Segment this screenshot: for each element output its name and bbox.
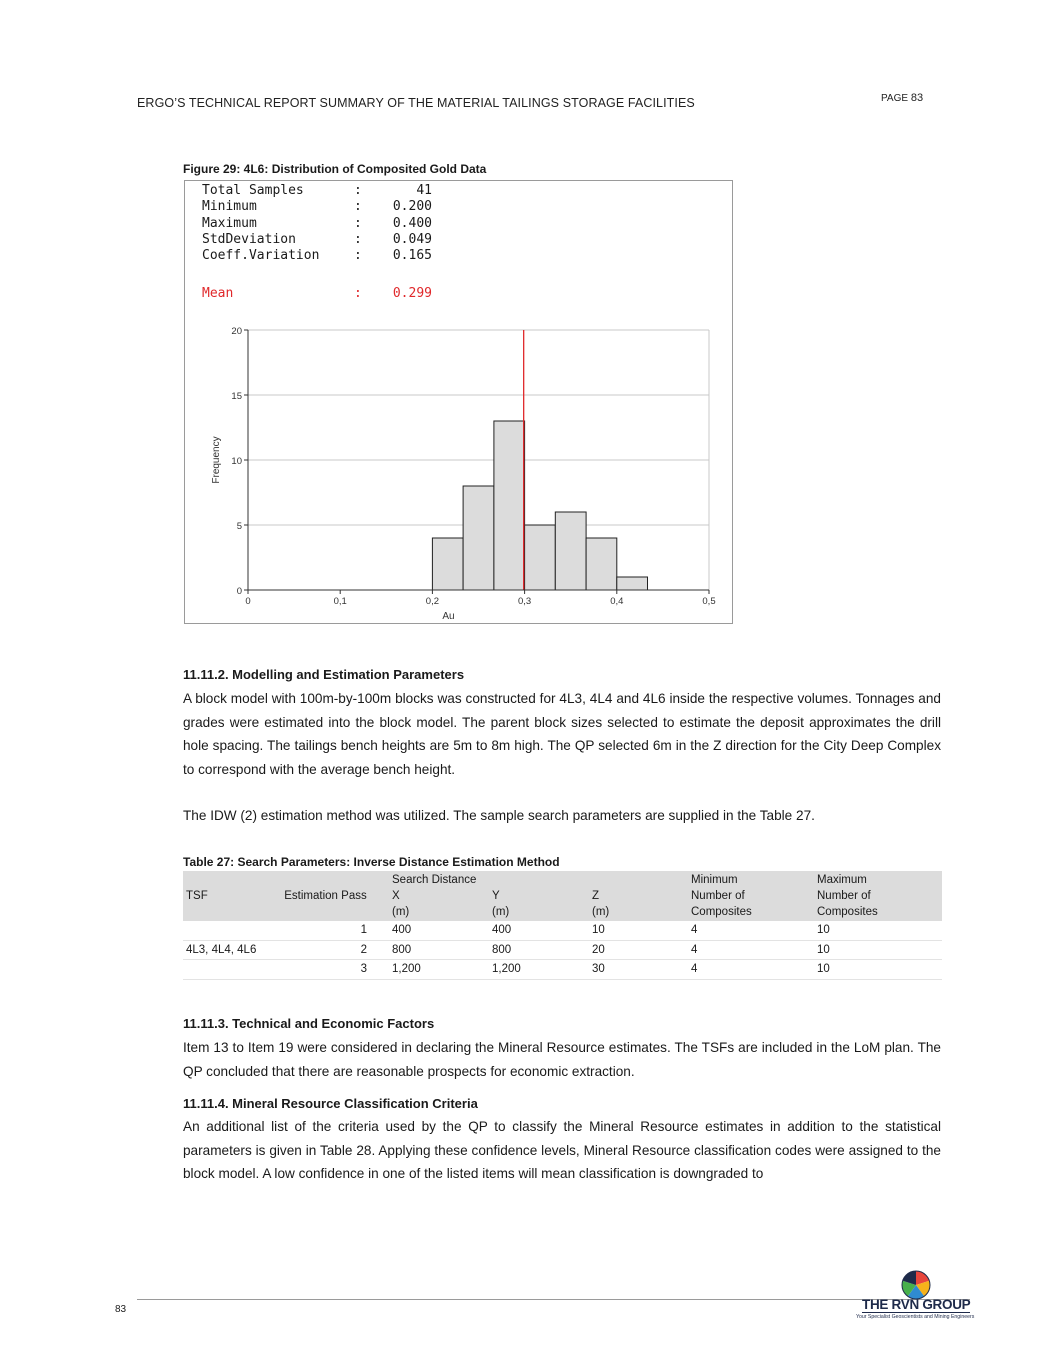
header-x (389, 871, 489, 921)
cell-z: 30 (589, 960, 688, 980)
header-z-unit: (m) (592, 906, 610, 918)
x-tick-label: 0,3 (517, 596, 532, 607)
header-search-distance: Search Distance (392, 874, 477, 886)
header-max-line1: Maximum (817, 874, 867, 886)
footer-divider (137, 1299, 970, 1300)
header-max-line3: Composites (817, 906, 878, 918)
cell-tsf: 4L3, 4L4, 4L6 (183, 940, 262, 960)
header-min-composites (688, 871, 814, 921)
y-axis-label: Frequency (211, 436, 222, 484)
stat-row-total (202, 183, 432, 199)
cell-min: 4 (688, 960, 814, 980)
stat-value: 41 (416, 183, 432, 198)
cell-x: 800 (389, 940, 489, 960)
brand-tagline: Your Specialist Geoscientists and Mining Engineers (856, 1314, 975, 1320)
stat-sep: : (354, 199, 362, 215)
stat-row-min (202, 199, 432, 215)
x-tick-label: 0 (245, 596, 251, 607)
stats-panel (202, 183, 432, 303)
cell-max: 10 (814, 960, 942, 980)
stat-value: 0.165 (392, 248, 432, 264)
y-tick-label: 20 (231, 326, 242, 337)
stat-sep: : (354, 183, 362, 198)
stat-row-mean (202, 286, 432, 302)
stat-sep: : (354, 286, 362, 302)
stat-value: 0.049 (392, 231, 432, 247)
x-tick-label: 0,2 (425, 596, 440, 607)
cell-max: 10 (814, 921, 942, 940)
histogram-bar-1 (432, 538, 463, 590)
section-heading-classification: 11.11.4. Mineral Resource Classification Criteria (183, 1096, 478, 1111)
report-header-title: ERGO’S TECHNICAL REPORT SUMMARY OF THE MATERIAL TAILINGS STORAGE FACILITIES (137, 96, 695, 110)
stat-value: 0.400 (392, 215, 432, 231)
header-max-line2: Number of (817, 890, 871, 902)
header-y-unit: (m) (492, 906, 510, 918)
mean-label: Mean (202, 286, 234, 302)
cell-pass: 1 (262, 921, 389, 940)
figure-caption: Figure 29: 4L6: Distribution of Composited Gold Data (183, 162, 487, 176)
stat-row-cv (202, 248, 432, 264)
stat-label: StdDeviation (202, 231, 296, 247)
rvn-logo-icon (901, 1270, 931, 1300)
paragraph-technical: Item 13 to Item 19 were considered in declaring the Mineral Resource estimates. The TSFs are included in the LoM plan. The QP concluded that there are reasonable prospects for economic extraction. (183, 1040, 941, 1079)
table-header-row (183, 871, 942, 921)
table-row (183, 921, 942, 940)
footer-page-number: 83 (115, 1304, 127, 1315)
header-min-line1: Minimum (691, 874, 738, 886)
header-page-number: 83 (910, 92, 924, 104)
histogram-bar-3 (494, 421, 525, 590)
mean-value: 0.299 (392, 286, 432, 302)
histogram-chart (185, 320, 730, 622)
page-prefix: PAGE (881, 93, 909, 104)
cell-tsf (183, 960, 262, 980)
cell-tsf (183, 921, 262, 940)
header-z (589, 871, 688, 921)
histogram-bar-6 (586, 538, 617, 590)
cell-pass: 3 (262, 960, 389, 980)
paragraph-idw: The IDW (2) estimation method was utilized. The sample search parameters are supplied in the Table 27. (183, 808, 815, 823)
y-tick-label: 15 (231, 391, 242, 402)
brand-name: THE RVN GROUP (862, 1297, 971, 1312)
header-max-composites (814, 871, 942, 921)
cell-pass: 2 (262, 940, 389, 960)
cell-y: 1,200 (489, 960, 589, 980)
header-x-label: X (392, 890, 400, 902)
paragraph-modelling: A block model with 100m-by-100m blocks was constructed for 4L3, 4L4 and 4L6 inside the respective volumes. Tonnages and grades were estimated into the block model. The parent block sizes selected to estimate the deposit approximates the drill hole spacing. The tailings bench heights are 5m to 8m high. The QP selected 6m in the Z direction for the City Deep Complex to correspond with the average bench height. (183, 691, 941, 777)
page-label (881, 92, 923, 104)
histogram-bar-4 (525, 525, 556, 590)
x-tick-label: 0,4 (610, 596, 624, 607)
stat-sep: : (354, 248, 362, 264)
x-tick-label: 0,5 (702, 596, 716, 607)
search-parameters-table (183, 871, 942, 980)
section-heading-technical: 11.11.3. Technical and Economic Factors (183, 1016, 435, 1031)
histogram-bar-5 (555, 512, 586, 590)
stat-sep: : (354, 231, 362, 247)
brand-underline (862, 1312, 970, 1313)
cell-z: 10 (589, 921, 688, 940)
table-caption: Table 27: Search Parameters: Inverse Distance Estimation Method (183, 855, 560, 869)
stat-label: Maximum (202, 215, 257, 231)
histogram-bar-7 (617, 577, 648, 590)
stat-label: Coeff.Variation (202, 248, 320, 264)
y-tick-label: 5 (236, 521, 242, 532)
x-tick-label: 0,1 (333, 596, 347, 607)
section-heading-modelling: 11.11.2. Modelling and Estimation Parameters (183, 667, 465, 682)
x-axis-label: Au (442, 611, 455, 622)
stat-sep: : (354, 215, 362, 231)
cell-max: 10 (814, 940, 942, 960)
header-z-label: Z (592, 890, 600, 902)
header-tsf: TSF (183, 871, 262, 921)
cell-y: 400 (489, 921, 589, 940)
table-row (183, 960, 942, 980)
stat-label: Minimum (202, 199, 257, 215)
header-estimation-pass: Estimation Pass (262, 871, 389, 921)
stat-row-max (202, 216, 432, 232)
y-tick-label: 0 (236, 586, 242, 597)
header-min-line3: Composites (691, 906, 752, 918)
header-y (489, 871, 589, 921)
header-x-unit: (m) (392, 906, 410, 918)
cell-min: 4 (688, 940, 814, 960)
cell-x: 1,200 (389, 960, 489, 980)
table-row (183, 940, 942, 960)
header-y-label: Y (492, 890, 500, 902)
cell-y: 800 (489, 940, 589, 960)
histogram-bar-2 (463, 486, 494, 590)
stat-value: 0.200 (392, 199, 432, 215)
y-tick-label: 10 (231, 456, 242, 467)
paragraph-classification: An additional list of the criteria used by the QP to classify the Mineral Resource estimates in addition to the statistical parameters is given in Table 28. Applying these confidence levels, Mineral Resource classification codes were assigned to the block model. A low confidence in one of the listed items will mean classification is downgraded to (183, 1119, 941, 1181)
cell-z: 20 (589, 940, 688, 960)
cell-x: 400 (389, 921, 489, 940)
stat-label: Total Samples (202, 183, 304, 198)
cell-min: 4 (688, 921, 814, 940)
stat-row-std (202, 232, 432, 248)
header-min-line2: Number of (691, 890, 745, 902)
